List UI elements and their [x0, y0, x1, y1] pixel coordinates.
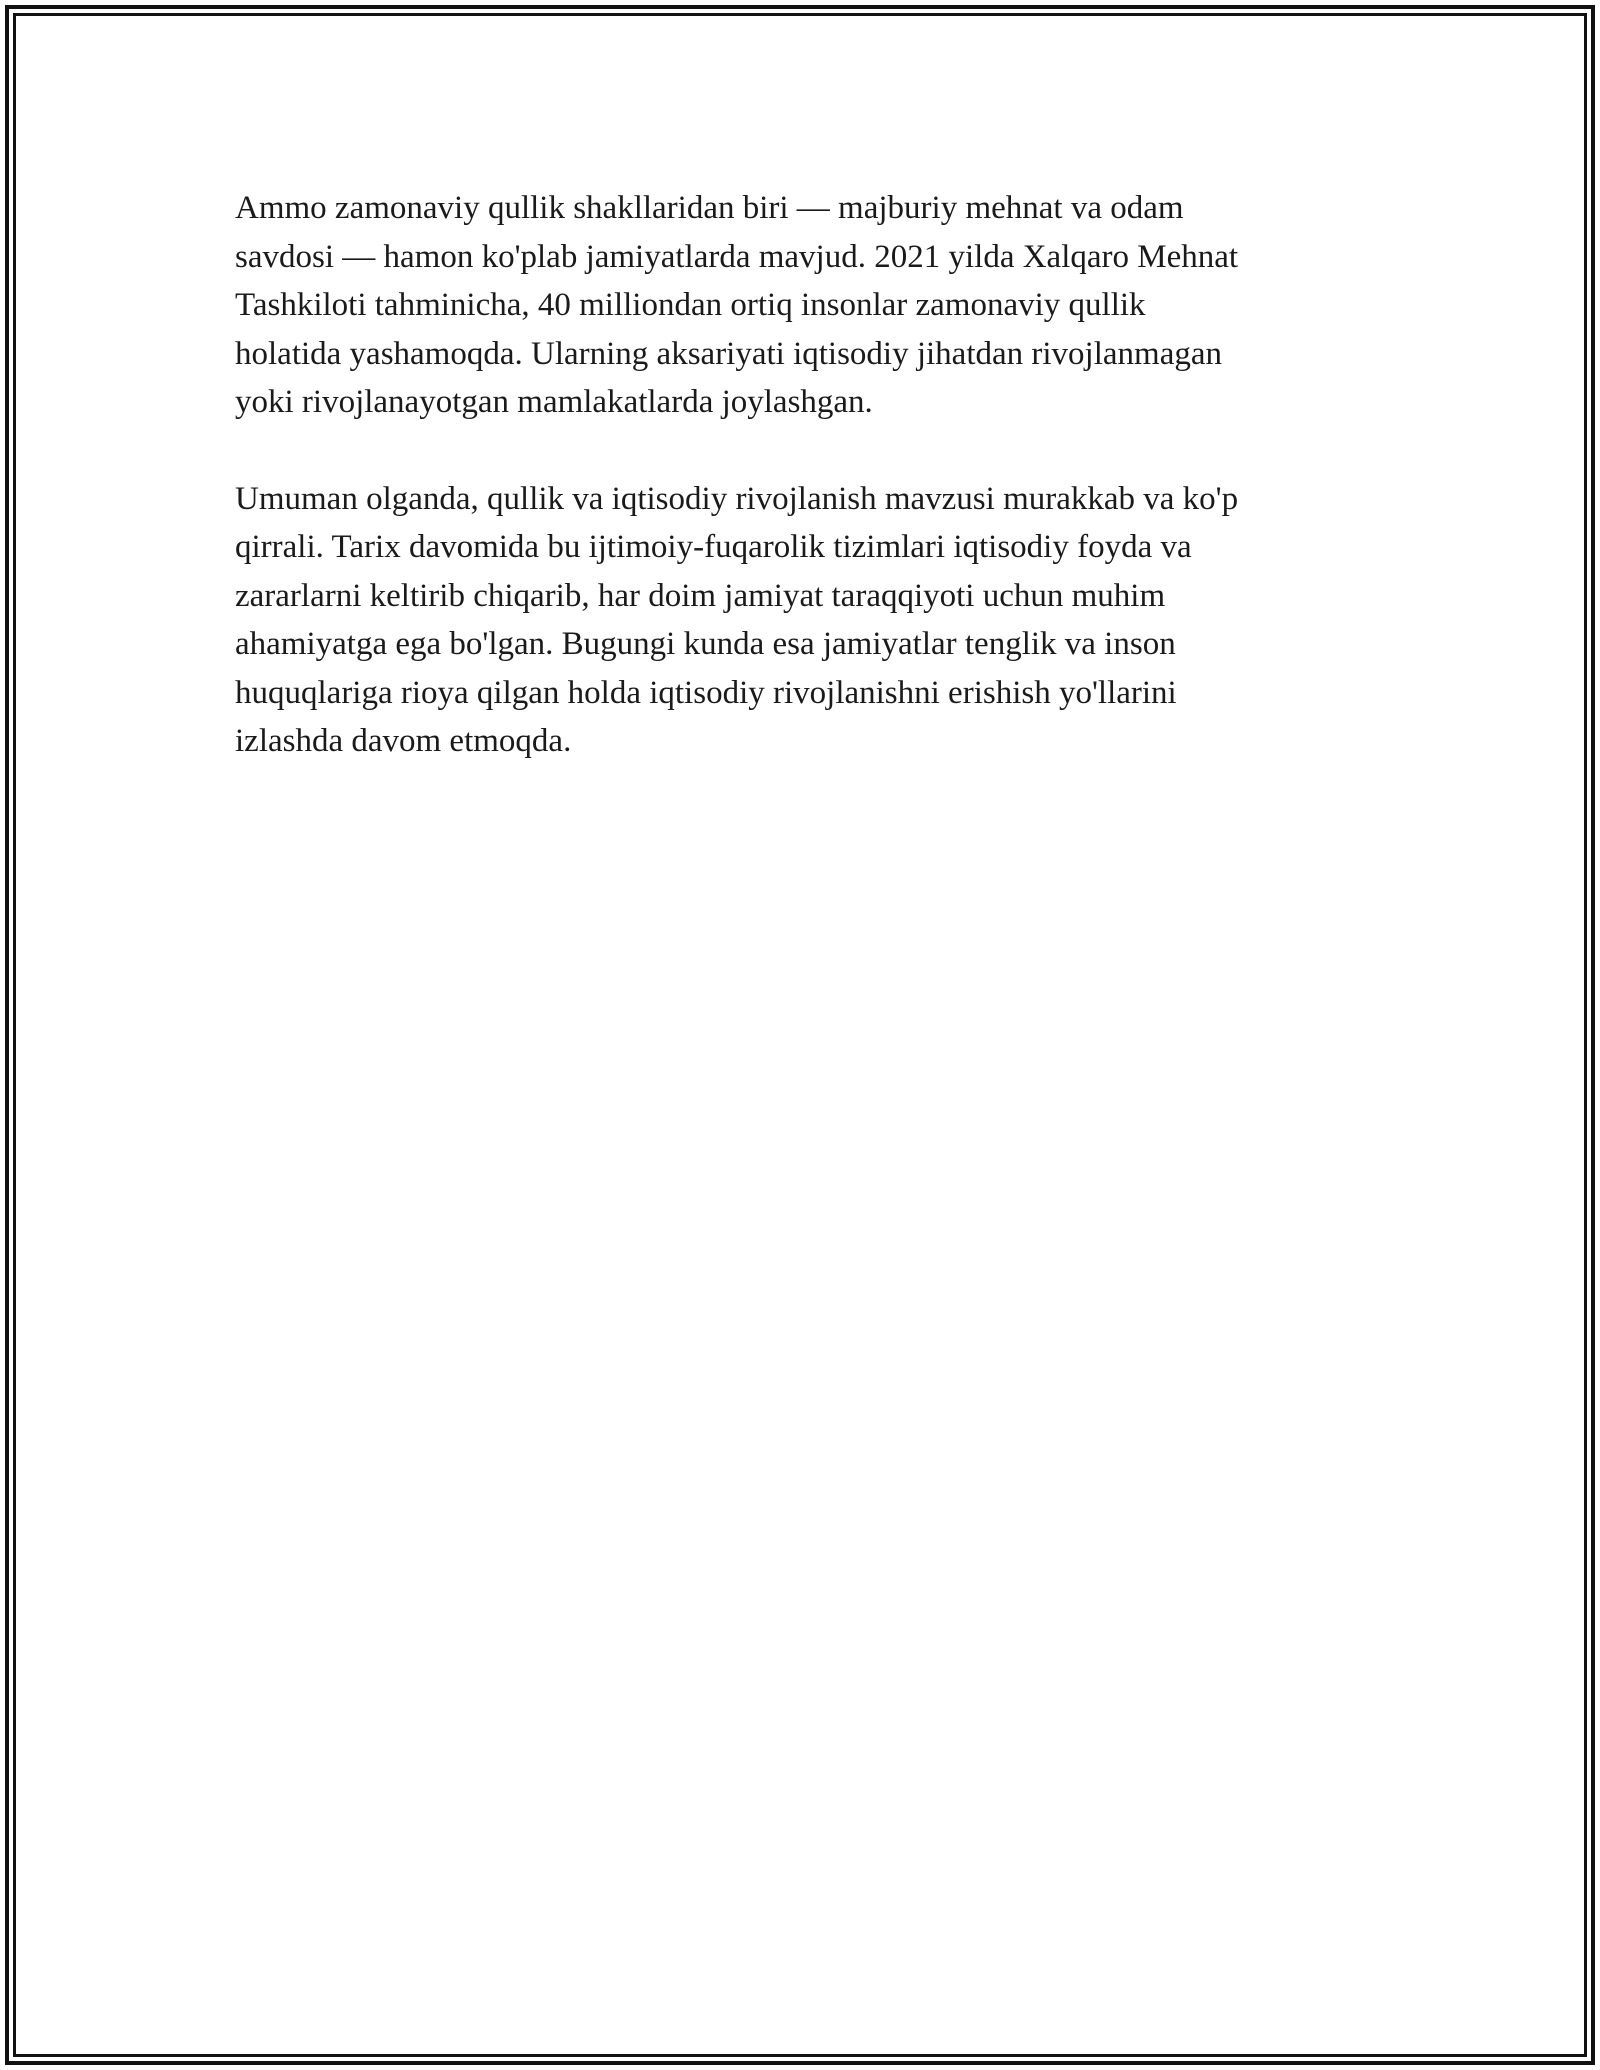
paragraph-2-line-1: Umuman olganda, qullik va iqtisodiy rivojlanish mavzusi murakkab va ko'p	[235, 480, 1239, 517]
paragraph-2-line-6: izlashda davom etmoqda.	[235, 723, 572, 759]
paragraph-1	[235, 184, 1365, 427]
paragraph-1-line-4: holatida yashamoqda. Ularning aksariyati iqtisodiy jihatdan rivojlanmagan	[235, 335, 1223, 372]
paragraph-1-line-2: savdosi — hamon ko'plab jamiyatlarda mavjud. 2021 yilda Xalqaro Mehnat	[235, 238, 1239, 275]
paragraph-1-line-3: Tashkiloti tahminicha, 40 milliondan ortiq insonlar zamonaviy qullik	[235, 287, 1146, 323]
paragraph-2-line-5: huquqlariga rioya qilgan holda iqtisodiy rivojlanishni erishish yo'llarini	[235, 674, 1177, 711]
document-body	[235, 184, 1365, 766]
paragraph-2	[235, 475, 1365, 766]
paragraph-2-line-2: qirrali. Tarix davomida bu ijtimoiy-fuqarolik tizimlari iqtisodiy foyda va	[235, 529, 1192, 565]
paragraph-1-line-5: yoki rivojlanayotgan mamlakatlarda joylashgan.	[235, 384, 873, 420]
paragraph-1-line-1: Ammo zamonaviy qullik shakllaridan biri — majburiy mehnat va odam	[235, 190, 1184, 226]
paragraph-2-line-4: ahamiyatga ega bo'lgan. Bugungi kunda esa jamiyatlar tenglik va inson	[235, 626, 1176, 662]
paragraph-2-line-3: zararlarni keltirib chiqarib, har doim jamiyat taraqqiyoti uchun muhim	[235, 577, 1166, 614]
